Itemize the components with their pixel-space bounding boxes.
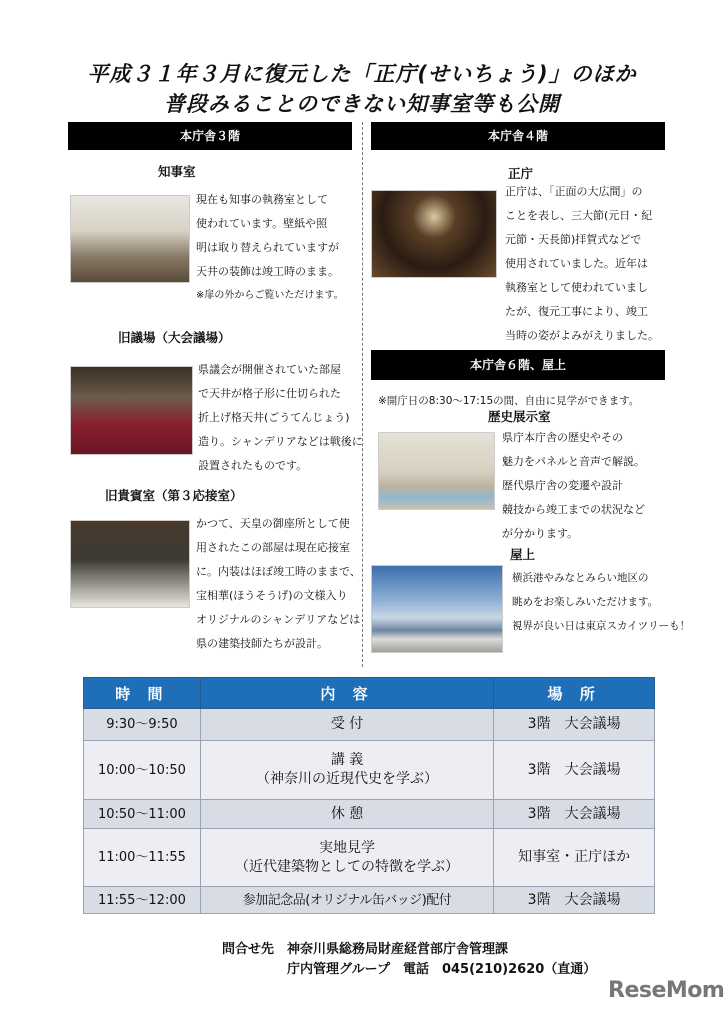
text-line: ことを表し、三大節(元日・紀 bbox=[505, 209, 653, 222]
place-cell: 3階 大会議場 bbox=[494, 741, 655, 800]
room-title: 知事室 bbox=[158, 164, 196, 179]
content-cell bbox=[200, 887, 493, 914]
text-line: ※扉の外からご覧いただけます。 bbox=[196, 290, 344, 301]
content-text: 受 付 bbox=[330, 716, 364, 732]
content-cell bbox=[200, 741, 493, 800]
reception-room-photo bbox=[70, 520, 190, 608]
text-line: 県議会が開催されていた部屋 bbox=[198, 363, 341, 376]
room-description bbox=[196, 188, 344, 308]
text-line: 使用されていました。近年は bbox=[505, 257, 648, 270]
place-cell: 知事室・正庁ほか bbox=[494, 829, 655, 887]
room-title: 旧議場（大会議場） bbox=[118, 330, 231, 345]
text-line: に。内装はほぼ竣工時のままで、 bbox=[196, 565, 361, 578]
text-line: 横浜港やみなとみらい地区の bbox=[512, 572, 649, 584]
content-cell bbox=[200, 709, 493, 741]
time-cell: 10:00～10:50 bbox=[84, 741, 201, 800]
time-cell: 11:55～12:00 bbox=[84, 887, 201, 914]
schedule-table bbox=[83, 677, 655, 914]
text-line: 歴代県庁舎の変遷や設計 bbox=[502, 479, 623, 492]
page-title-line2: 普段みることのできない知事室等も公開 bbox=[164, 92, 560, 116]
room-description bbox=[196, 512, 361, 656]
content-text: 参加記念品(オリジナル缶バッジ)配付 bbox=[242, 892, 452, 908]
text-line: 県の建築技師たちが設計。 bbox=[196, 637, 328, 650]
content-subtext: （近代建築物としての特徴を学ぶ） bbox=[235, 858, 460, 875]
governor-office-photo bbox=[70, 195, 190, 283]
history-exhibit-photo bbox=[378, 432, 495, 510]
place-cell: 3階 大会議場 bbox=[494, 709, 655, 741]
room-description bbox=[512, 566, 690, 638]
table-row bbox=[84, 829, 655, 887]
contact-line1: 問合せ先 神奈川県総務局財産経営部庁舎管理課 bbox=[222, 942, 509, 957]
text-line: 競技から竣工までの状況など bbox=[502, 503, 645, 516]
room-description bbox=[198, 358, 363, 478]
header-content: 内 容 bbox=[200, 678, 493, 709]
room-title: 歴史展示室 bbox=[488, 409, 551, 424]
text-line: 天井の装飾は竣工時のまま。 bbox=[196, 265, 339, 278]
content-cell bbox=[200, 829, 493, 887]
room-description bbox=[502, 426, 645, 546]
text-line: 魅力をパネルと音声で解説。 bbox=[502, 455, 645, 468]
assembly-hall-photo bbox=[70, 366, 193, 455]
time-cell: 11:00～11:55 bbox=[84, 829, 201, 887]
text-line: オリジナルのシャンデリアなどは bbox=[196, 613, 361, 626]
text-line: 執務室として使われていまし bbox=[505, 281, 648, 294]
time-cell: 10:50～11:00 bbox=[84, 800, 201, 829]
rooftop-view-photo bbox=[371, 565, 503, 653]
section-header-4f: 本庁舎４階 bbox=[371, 122, 665, 150]
table-row bbox=[84, 800, 655, 829]
text-line: 現在も知事の執務室として bbox=[196, 193, 328, 206]
table-row bbox=[84, 887, 655, 914]
visiting-hours-note: ※開庁日の8:30～17:15の間、自由に見学ができます。 bbox=[378, 395, 640, 407]
seicho-hall-photo bbox=[371, 190, 497, 278]
text-line: 宝相華(ほうそうげ)の文様入り bbox=[196, 589, 348, 602]
text-line: 県庁本庁舎の歴史やその bbox=[502, 431, 623, 444]
text-line: 用されたこの部屋は現在応接室 bbox=[196, 541, 350, 554]
content-subtext: （神奈川の近現代史を学ぶ） bbox=[256, 771, 439, 787]
contact-line2: 庁内管理グループ 電話 045(210)2620（直通） bbox=[222, 962, 597, 977]
section-header-6f-rooftop: 本庁舎６階、屋上 bbox=[371, 350, 665, 380]
room-title: 正庁 bbox=[508, 166, 534, 181]
text-line: で天井が格子形に仕切られた bbox=[198, 387, 341, 400]
text-line: 造り。シャンデリアなどは戦後に bbox=[198, 435, 363, 448]
text-line: 眺めをお楽しみいただけます。 bbox=[512, 596, 659, 608]
content-text: 休 憩 bbox=[330, 805, 364, 822]
text-line: 当時の姿がよみがえりました。 bbox=[505, 329, 659, 342]
text-line: 使われています。壁紙や照 bbox=[196, 217, 328, 230]
time-cell: 9:30～9:50 bbox=[84, 709, 201, 741]
content-text: 講 義 bbox=[330, 752, 364, 768]
section-header-3f: 本庁舎３階 bbox=[68, 122, 352, 150]
table-header-row bbox=[84, 678, 655, 709]
text-line: が分かります。 bbox=[502, 527, 579, 540]
room-description bbox=[505, 180, 659, 348]
header-place: 場 所 bbox=[494, 678, 655, 709]
resemom-logo: ReseMom bbox=[608, 978, 724, 1003]
table-row bbox=[84, 741, 655, 800]
text-line: 折上げ格天井(ごうてんじょう) bbox=[198, 411, 350, 424]
text-line: 明は取り替えられていますが bbox=[196, 241, 339, 254]
text-line: 視界が良い日は東京スカイツリーも！ bbox=[512, 620, 691, 632]
room-title: 旧貴賓室（第３応接室） bbox=[105, 488, 243, 503]
place-cell: 3階 大会議場 bbox=[494, 800, 655, 829]
place-cell: 3階 大会議場 bbox=[494, 887, 655, 914]
header-time: 時 間 bbox=[84, 678, 201, 709]
text-line: かつて、天皇の御座所として使 bbox=[196, 517, 350, 530]
text-line: 正庁は、「正面の大広間」の bbox=[505, 185, 643, 198]
text-line: 元節・天長節)拝賀式などで bbox=[505, 233, 642, 246]
content-cell bbox=[200, 800, 493, 829]
page-title-line1: 平成３１年３月に復元した「正庁(せいちょう)」のほか bbox=[87, 62, 637, 86]
text-line: たが、復元工事により、竣工 bbox=[505, 305, 648, 318]
content-text: 実地見学 bbox=[319, 839, 376, 856]
table-row bbox=[84, 709, 655, 741]
room-title: 屋上 bbox=[510, 547, 536, 562]
text-line: 設置されたものです。 bbox=[198, 459, 308, 472]
